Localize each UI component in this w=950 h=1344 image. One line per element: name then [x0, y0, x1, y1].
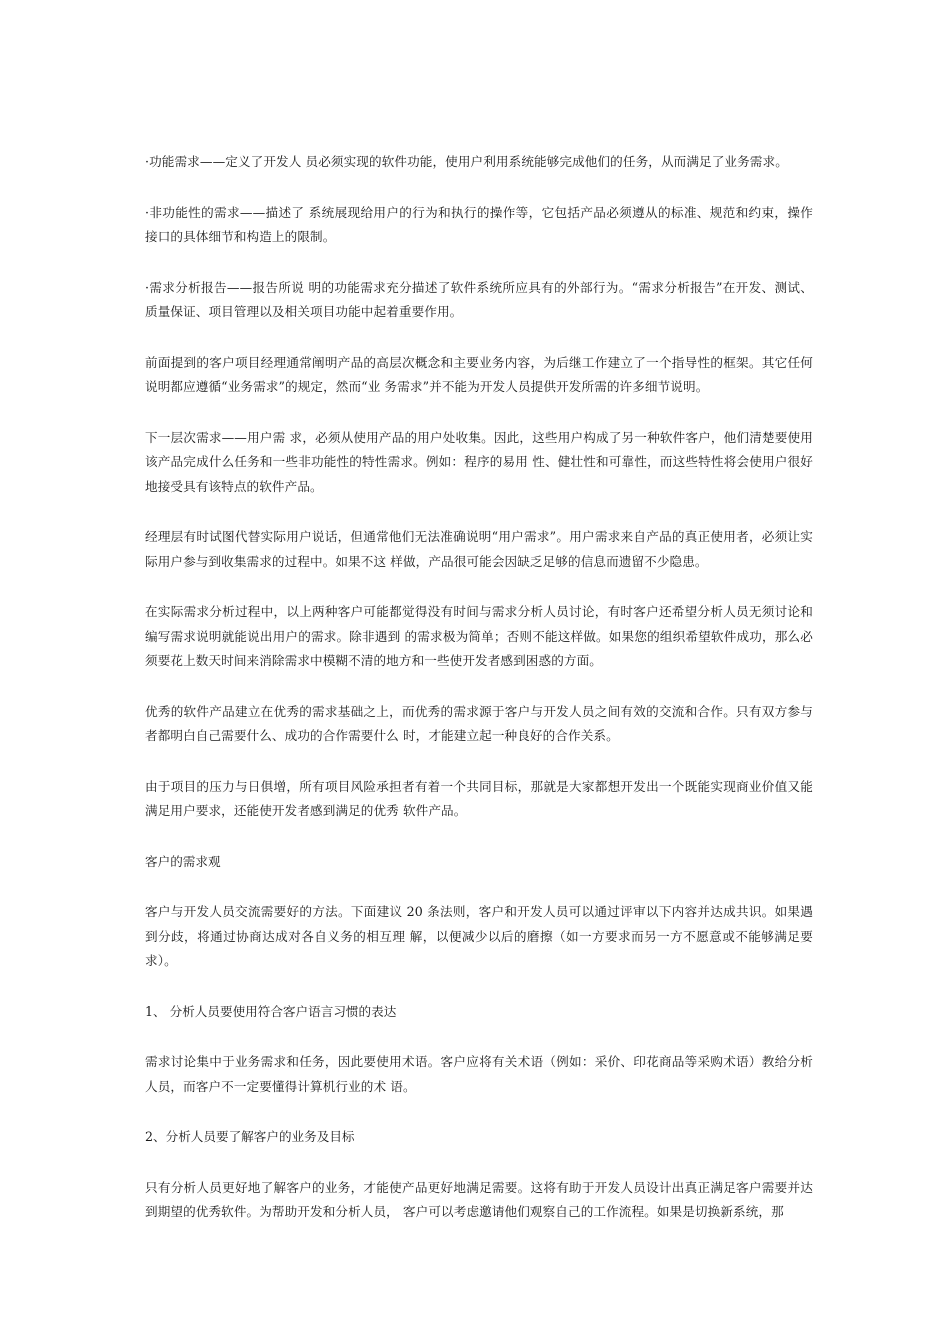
paragraph-good-software: 优秀的软件产品建立在优秀的需求基础之上，而优秀的需求源于客户与开发人员之间有效的交流和合作。只有双方参与者都明白自己需要什么、成功的合作需要什么 时，才能建立起一种良好的合作关系。: [145, 703, 813, 743]
rule-heading-2: 2、分析人员要了解客户的业务及目标: [145, 1129, 355, 1144]
paragraph-project-pressure: 由于项目的压力与日俱增，所有项目风险承担者有着一个共同目标，那就是大家都想开发出一个既能实现商业价值又能满足用户要求，还能使开发者感到满足的优秀 软件产品。: [145, 778, 813, 818]
paragraph-management-layer: 经理层有时试图代替实际用户说话，但通常他们无法准确说明“用户需求”。用户需求来自产品的真正使用者，必须让实际用户参与到收集需求的过程中。如果不这 样做，产品很可能会因缺乏足够的信息而遗留不少隐患。: [145, 529, 813, 569]
paragraph-analysis-process: 在实际需求分析过程中，以上两种客户可能都觉得没有时间与需求分析人员讨论，有时客户还希望分析人员无须讨论和编写需求说明就能说出用户的需求。除非遇到 的需求极为简单；否则不能这样做。如果您的组织希望软件成功，那么必须要花上数天时间来消除需求中模糊不清的地方和一些使开发者感到困惑的方面。: [145, 604, 813, 668]
rule-heading-1: 1、 分析人员要使用符合客户语言习惯的表达: [145, 1003, 397, 1019]
paragraph-business-requirements: 前面提到的客户项目经理通常阐明产品的高层次概念和主要业务内容，为后继工作建立了一个指导性的框架。其它任何说明都应遵循“业务需求”的规定，然而“业 务需求”并不能为开发人员提供开发所需的许多细节说明。: [145, 354, 813, 394]
document-page: [145, 150, 813, 1251]
paragraph-nonfunctional-requirements: ·非功能性的需求——描述了 系统展现给用户的行为和执行的操作等，它包括产品必须遵从的标准、规范和约束，操作接口的具体细节和构造上的限制。: [145, 204, 813, 244]
paragraph-user-requirements: 下一层次需求——用户需 求，必须从使用产品的用户处收集。因此，这些用户构成了另一种软件客户，他们清楚要使用该产品完成什么任务和一些非功能性的特性需求。例如：程序的易用 性、健壮性和可靠性，而这些特性将会使用户很好地接受具有该特点的软件产品。: [145, 429, 813, 494]
paragraph-functional-requirements: ·功能需求——定义了开发人 员必须实现的软件功能，使用户利用系统能够完成他们的任务，从而满足了业务需求。: [145, 154, 788, 169]
paragraph-communication-rules: 客户与开发人员交流需要好的方法。下面建议 20 条法则，客户和开发人员可以通过评审以下内容并达成共识。如果遇到分歧，将通过协商达成对各自义务的相互理 解，以便减少以后的磨擦（如一方要求而另一方不愿意或不能够满足要求）。: [145, 904, 813, 968]
paragraph-rule-1: 需求讨论集中于业务需求和任务，因此要使用术语。客户应将有关术语（例如：采价、印花商品等采购术语）教给分析人员，而客户不一定要懂得计算机行业的术 语。: [145, 1054, 813, 1094]
paragraph-rule-2: 只有分析人员更好地了解客户的业务，才能使产品更好地满足需要。这将有助于开发人员设计出真正满足客户需要并达到期望的优秀软件。为帮助开发和分析人员， 客户可以考虑邀请他们观察自己的工作流程。如果是切换新系统，那: [145, 1179, 813, 1219]
paragraph-requirements-report: ·需求分析报告——报告所说 明的功能需求充分描述了软件系统所应具有的外部行为。“需求分析报告”在开发、测试、质量保证、项目管理以及相关项目功能中起着重要作用。: [145, 279, 813, 319]
section-heading-customer-view: 客户的需求观: [145, 853, 221, 869]
